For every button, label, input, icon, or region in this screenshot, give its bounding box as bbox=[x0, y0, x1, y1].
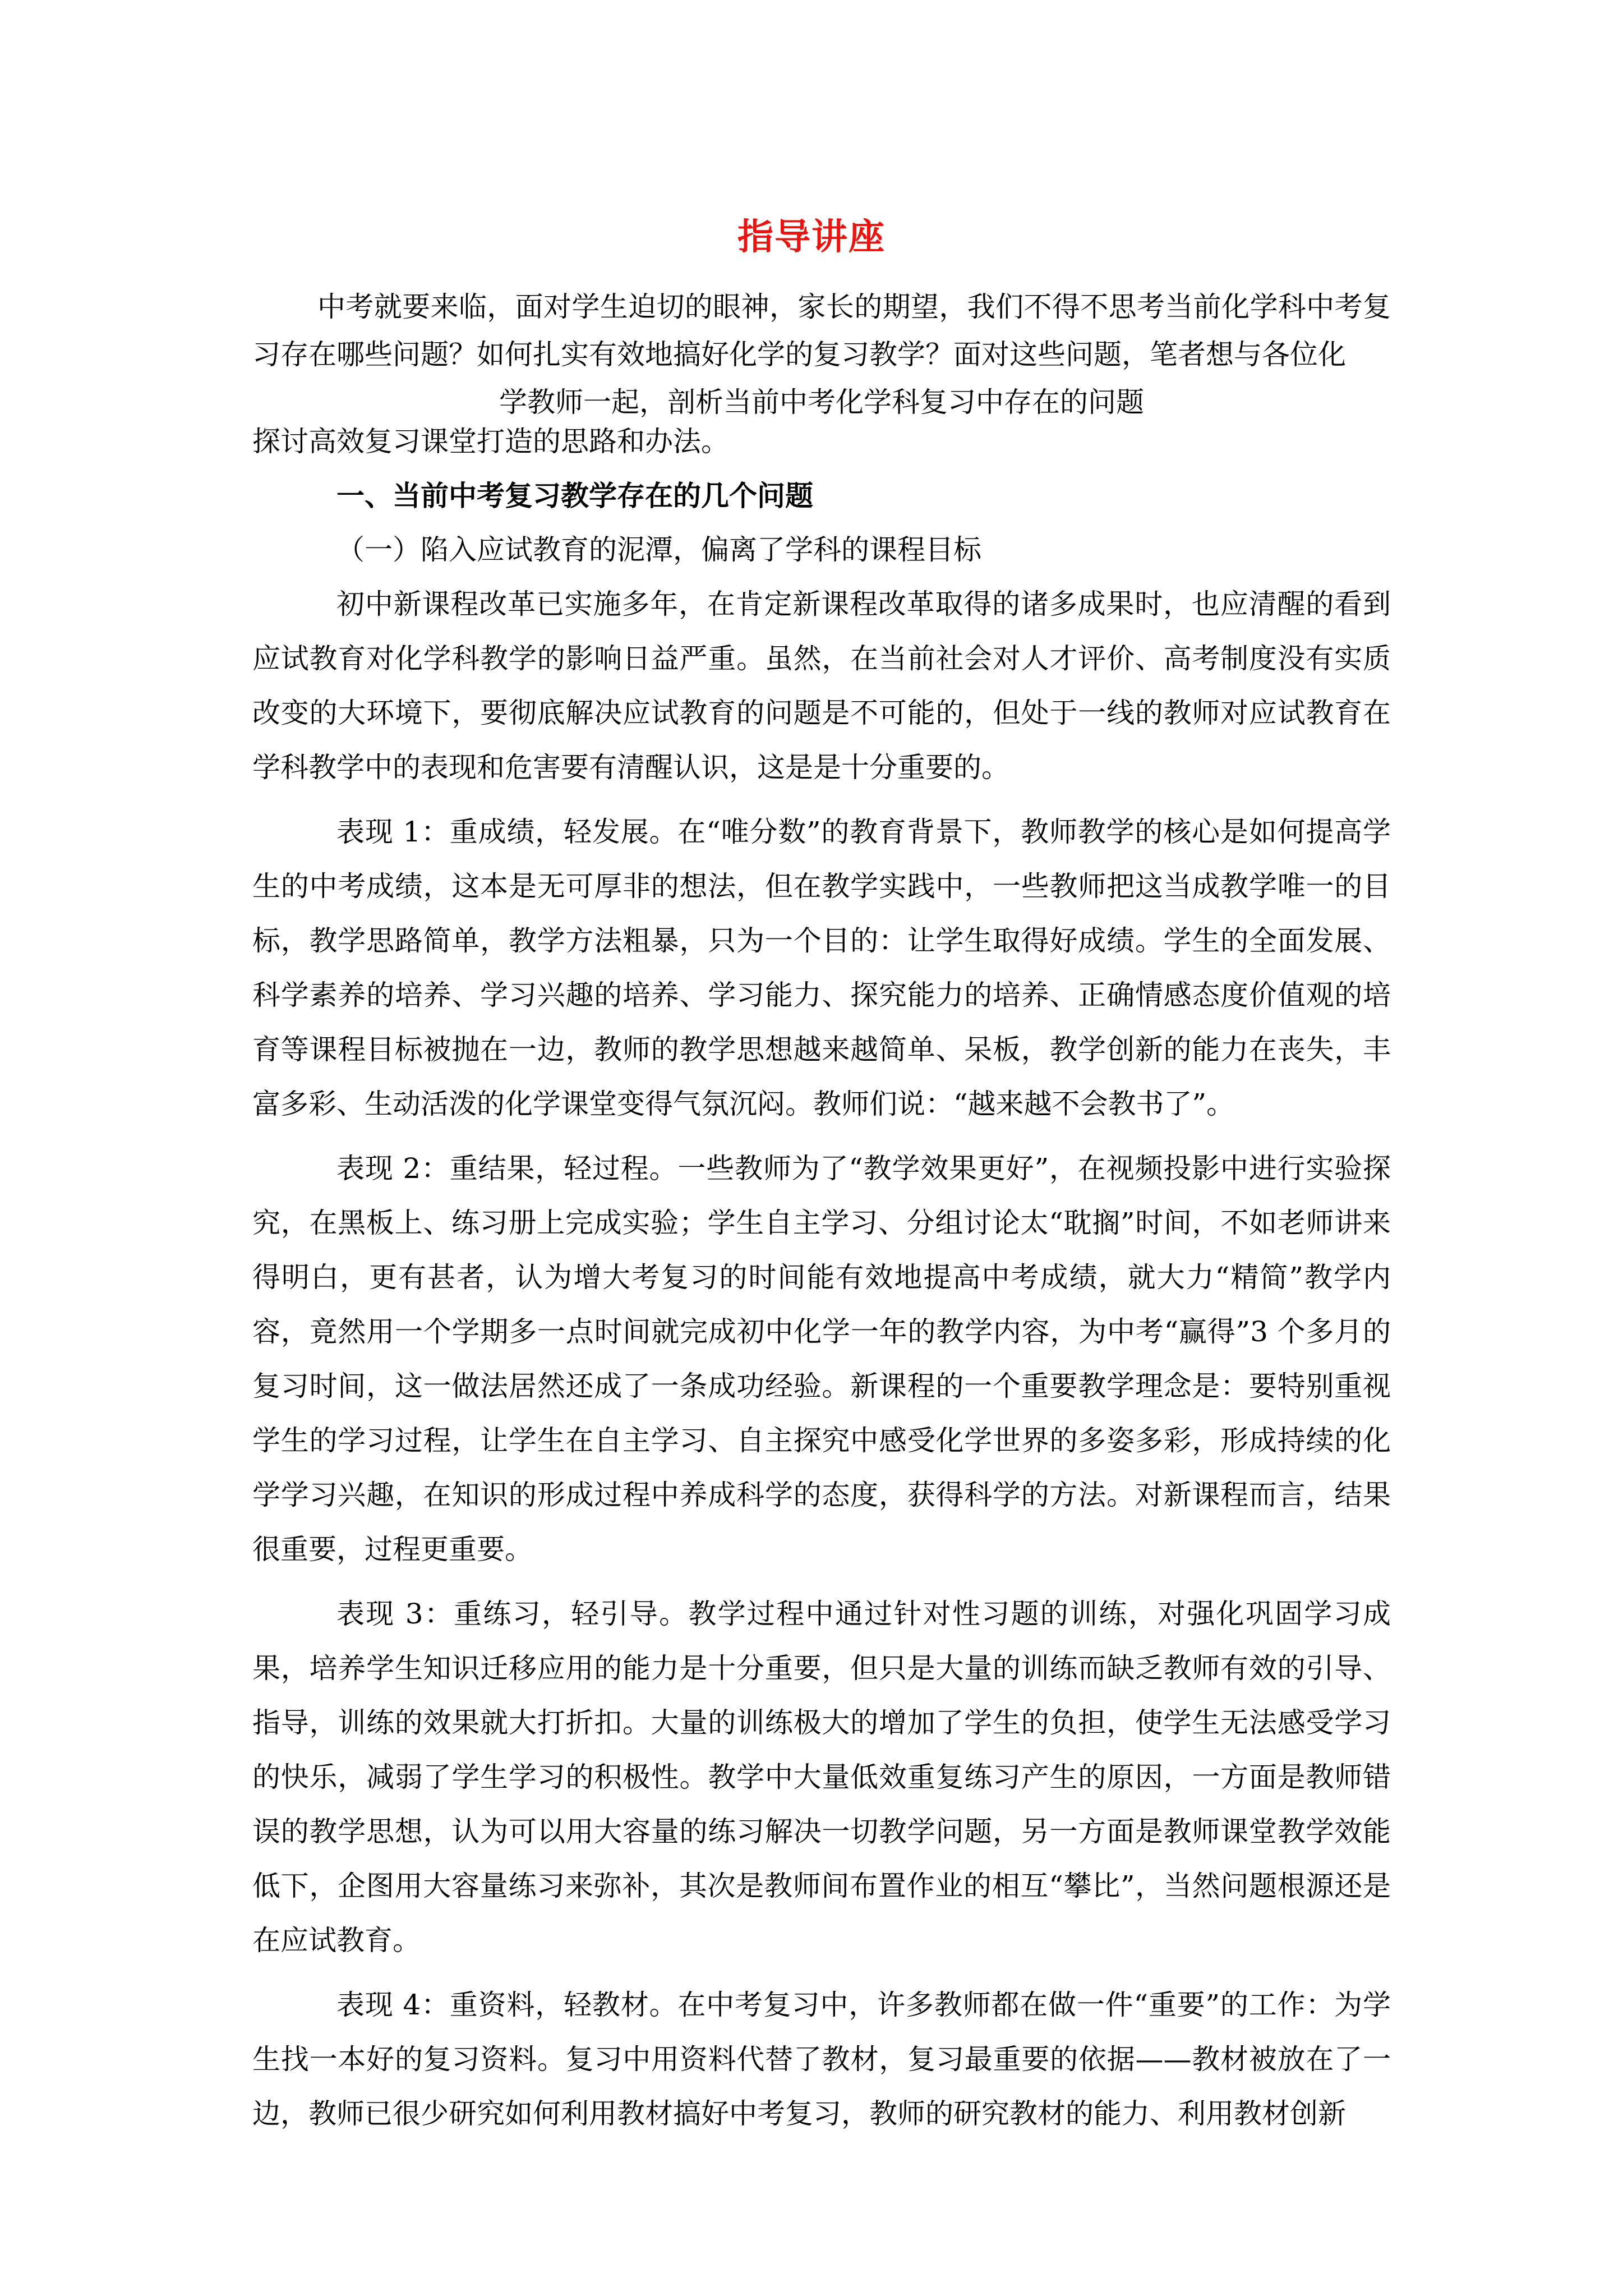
document-body bbox=[252, 468, 1391, 2141]
body-paragraph: 表现 3：重练习，轻引导。教学过程中通过针对性习题的训练，对强化巩固学习成果，培养学生知识迁移应用的能力是十分重要，但只是大量的训练而缺乏教师有效的引导、指导，训练的效果就大打折扣。大量的训练极大的增加了学生的负担，使学生无法感受学习的快乐，减弱了学生学习的积极性。教学中大量低效重复练习产生的原因，一方面是教师错误的教学思想，认为可以用大容量的练习解决一切教学问题，另一方面是教师课堂教学效能低下，企图用大容量练习来弥补，其次是教师间布置作业的相互“攀比”，当然问题根源还是在应试教育。 bbox=[252, 1598, 1391, 1957]
body-paragraph: 表现 2：重结果，轻过程。一些教师为了“教学效果更好”，在视频投影中进行实验探究，在黑板上、练习册上完成实验；学生自主学习、分组讨论太“耽搁”时间，不如老师讲来得明白，更有甚者，认为增大考复习的时间能有效地提高中考成绩，就大力“精简”教学内容，竟然用一个学期多一点时间就完成初中化学一年的教学内容，为中考“赢得”3 个多月的复习时间，这一做法居然还成了一条成功经验。新课程的一个重要教学理念是：要特别重视学生的学习过程，让学生在自主学习、自主探究中感受化学世界的多姿多彩，形成持续的化学学习兴趣，在知识的形成过程中养成科学的态度，获得科学的方法。对新课程而言，结果很重要，过程更重要。 bbox=[252, 1152, 1391, 1566]
section-heading: 一、当前中考复习教学存在的几个问题 bbox=[336, 479, 813, 512]
body-paragraph: 初中新课程改革已实施多年，在肯定新课程改革取得的诸多成果时，也应清醒的看到应试教育对化学科教学的影响日益严重。虽然，在当前社会对人才评价、高考制度没有实质改变的大环境下，要彻底解决应试教育的问题是不可能的，但处于一线的教师对应试教育在学科教学中的表现和危害要有清醒认识，这是是十分重要的。 bbox=[252, 588, 1391, 784]
body-paragraph: 表现 4：重资料，轻教材。在中考复习中，许多教师都在做一件“重要”的工作：为学生找一本好的复习资料。复习中用资料代替了教材，复习最重要的依据——教材被放在了一边，教师已很少研究如何利用教材搞好中考复习，教师的研究教材的能力、利用教材创新 bbox=[252, 1989, 1391, 2130]
intro-paragraph: 中考就要来临，面对学生迫切的眼神，家长的期望，我们不得不思考当前化学科中考复习存在哪些问题？如何扎实有效地搞好化学的复习教学？面对这些问题，笔者想与各位化 bbox=[252, 291, 1391, 371]
document-title: 指导讲座 bbox=[737, 216, 886, 258]
intro-paragraph-tail: 学教师一起，剖析当前中考化学科复习中存在的问题 bbox=[499, 386, 1144, 418]
intro-paragraph-last-line: 探讨高效复习课堂打造的思路和办法。 bbox=[252, 425, 729, 458]
subsection-heading: （一）陷入应试教育的泥潭，偏离了学科的课程目标 bbox=[336, 533, 981, 566]
body-paragraph: 表现 1：重成绩，轻发展。在“唯分数”的教育背景下，教师教学的核心是如何提高学生的中考成绩，这本是无可厚非的想法，但在教学实践中，一些教师把这当成教学唯一的目标，教学思路简单，教学方法粗暴，只为一个目的：让学生取得好成绩。学生的全面发展、科学素养的培养、学习兴趣的培养、学习能力、探究能力的培养、正确情感态度价值观的培育等课程目标被抛在一边，教师的教学思想越来越简单、呆板，教学创新的能力在丧失，丰富多彩、生动活泼的化学课堂变得气氛沉闷。教师们说：“越来越不会教书了”。 bbox=[252, 816, 1391, 1120]
